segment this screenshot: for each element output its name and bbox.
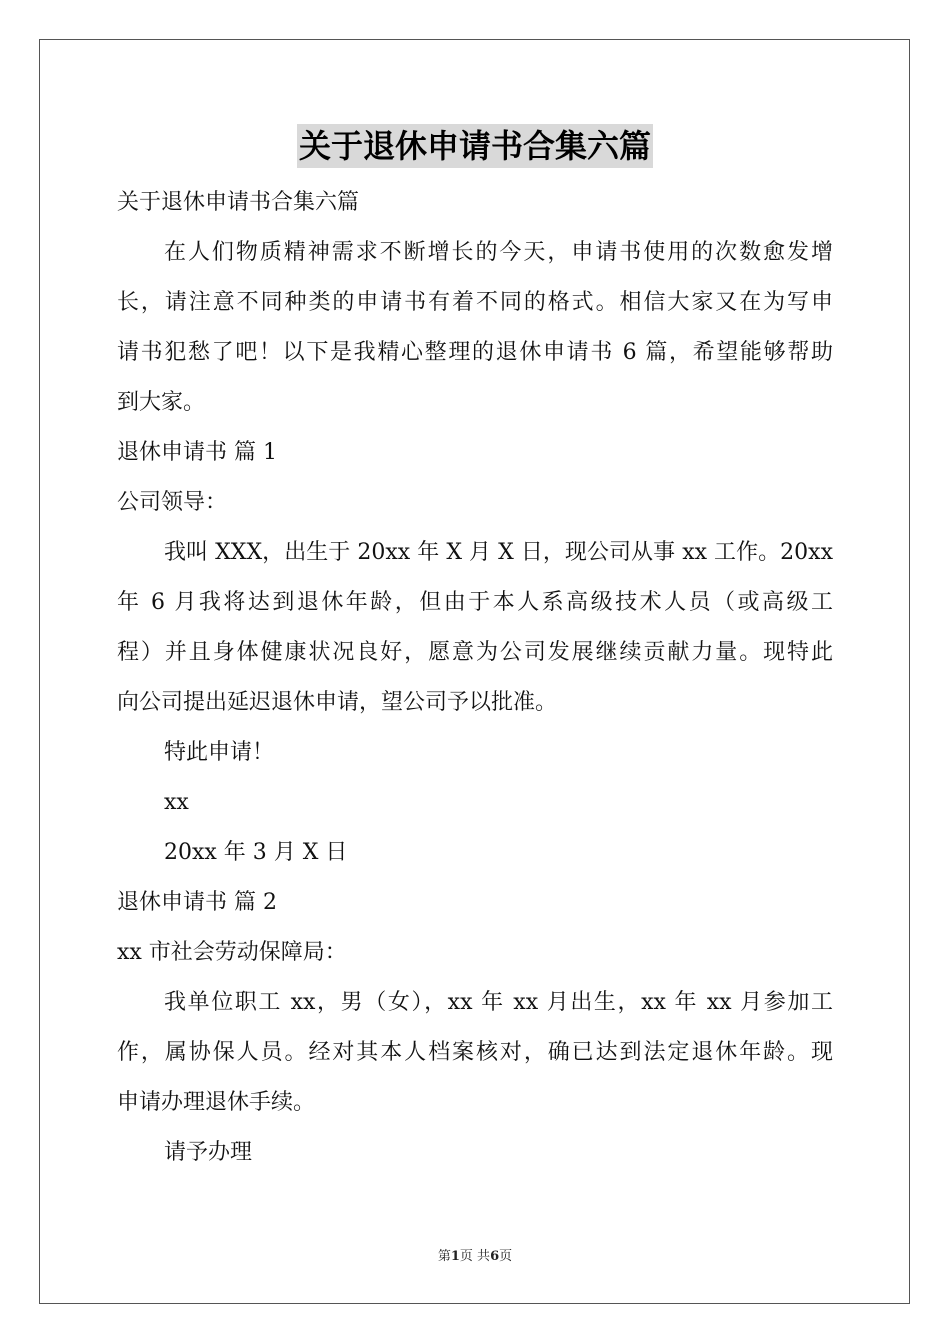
paragraph-line: 到大家。 (117, 390, 206, 415)
document-title: 关于退休申请书合集六篇 (297, 124, 653, 168)
paragraph-line: 特此申请！ (164, 740, 275, 765)
paragraph-line: 我单位职工 xx，男（女），xx 年 xx 月出生，xx 年 xx 月参加工 (164, 990, 833, 1015)
page-footer (0, 1245, 950, 1264)
paragraph-line: xx (164, 790, 189, 815)
paragraph-line: 作，属协保人员。经对其本人档案核对，确已达到法定退休年龄。现 (117, 1040, 833, 1065)
paragraph-line: 在人们物质精神需求不断增长的今天，申请书使用的次数愈发增 (164, 240, 833, 265)
document-body (117, 178, 833, 1178)
paragraph-line: 关于退休申请书合集六篇 (117, 190, 360, 215)
paragraph-line: 我叫 XXX，出生于 20xx 年 X 月 X 日，现公司从事 xx 工作。20xx (164, 540, 833, 565)
paragraph-line: 年 6 月我将达到退休年龄，但由于本人系高级技术人员（或高级工 (117, 590, 833, 615)
footer-total-pages: 6 (490, 1249, 500, 1264)
footer-suffix: 页 (499, 1249, 513, 1264)
footer-current-page: 1 (450, 1249, 460, 1264)
paragraph-line: 向公司提出延迟退休申请，望公司予以批准。 (117, 690, 558, 715)
paragraph-line: 请书犯愁了吧！以下是我精心整理的退休申请书 6 篇，希望能够帮助 (117, 340, 833, 365)
paragraph-line: 20xx 年 3 月 X 日 (164, 840, 348, 865)
footer-prefix: 第 (437, 1249, 451, 1264)
paragraph-line: 退休申请书 篇 1 (117, 440, 277, 465)
paragraph-line: 程）并且身体健康状况良好，愿意为公司发展继续贡献力量。现特此 (117, 640, 833, 665)
paragraph-line: xx 市社会劳动保障局： (117, 940, 347, 965)
footer-mid: 页 共 (459, 1249, 491, 1264)
paragraph-line: 请予办理 (164, 1140, 253, 1165)
paragraph-line: 申请办理退休手续。 (117, 1090, 316, 1115)
paragraph-line: 公司领导： (117, 490, 228, 515)
title-container (0, 124, 950, 168)
paragraph-line: 长，请注意不同种类的申请书有着不同的格式。相信大家又在为写申 (117, 290, 833, 315)
paragraph-line: 退休申请书 篇 2 (117, 890, 277, 915)
